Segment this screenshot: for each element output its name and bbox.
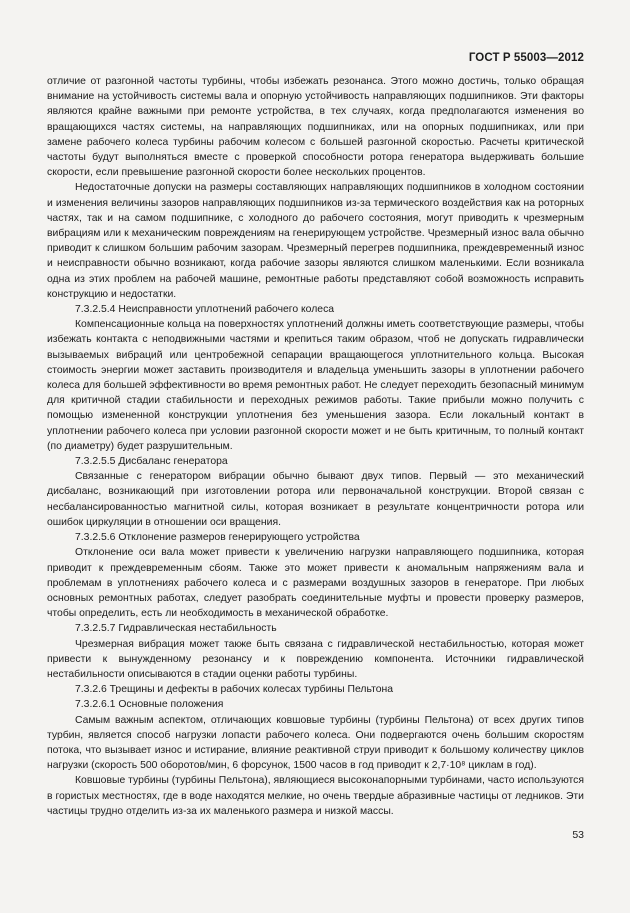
paragraph: Связанные с генератором вибрации обычно бывают двух типов. Первый — это механический дисбаланс, возникающий при изготовлении ротора или первоначальной конструкции. Второй связан с несбалансированностью магнитной силы, которая возникает в результате концентричности ротора или ошибок циркуляции в отношении оси вращения. xyxy=(47,471,584,528)
section-heading: 7.3.2.5.5 Дисбаланс генератора xyxy=(75,456,228,468)
paragraph: Недостаточные допуски на размеры составляющих направляющих подшипников в холодном состоянии и изменения величины зазоров направляющих подшипников из-за термического воздействия как на роторных частях, так и на самом подшипнике, с холодного до рабочего состояния, могут приводить к чрезмерным вибрациям или к механическим повреждениям на генерирующем устройстве. Чрезмерный износ вала обычно приводит к слишком большим рабочим зазорам. Чрезмерный перегрев подшипника, преждевременный износ и неисправности обычно возникают, когда рабочие зазоры являются слишком маленькими. Если возникала одна из этих проблем на рабочей машине, ремонтные работы представляют собой возможность исправить конструкцию и недостатки. xyxy=(47,182,584,300)
section-heading: 7.3.2.5.7 Гидравлическая нестабильность xyxy=(75,623,277,635)
section-heading: 7.3.2.6 Трещины и дефекты в рабочих колесах турбины Пельтона xyxy=(75,684,394,696)
paragraph: Самым важным аспектом, отличающих ковшовые турбины (турбины Пельтона) от всех других типов турбин, является способ нагрузки лопасти рабочего колеса. Они подвергаются очень большим скоростям потока, что вызывает износ и истирание, влияние реактивной струи приводит к большому количеству циклов нагрузки (скорость 500 оборотов/мин, 6 форсунок, 1500 часов в год приводит к 2,7·10⁸ циклам в год). xyxy=(47,714,584,772)
paragraph: Ковшовые турбины (турбины Пельтона), являющиеся высоконапорными турбинами, часто используются в гористых местностях, где в воде находятся мелкие, но очень твердые абразивные частицы от ледников. Эти частицы трудно отделить из-за их маленького размера и низкой массы. xyxy=(47,775,584,817)
paragraph-continuation: отличие от разгонной частоты турбины, чтобы избежать резонанса. Этого можно достичь, только обращая внимание на устойчивость системы вала и опорную устойчивость направляющих подшипников. Эти факторы являются крайне важными при ремонте устройства, в тех случаях, когда предполагаются изменения во вращающихся частях системы, на направляющих подшипниках, или на опорных подшипниках, или при замене рабочего колеса турбины рабочим колесом с большей разгонной скоростью. Расчеты критической частоты будут выполняться вместе с проверкой способности ротора генератора выдерживать большие скорости, если превышение разгонной скорости более нескольких процентов. xyxy=(47,76,584,179)
document-body xyxy=(47,74,584,819)
section-heading: 7.3.2.6.1 Основные положения xyxy=(75,699,224,711)
section-heading: 7.3.2.5.4 Неисправности уплотнений рабочего колеса xyxy=(75,304,335,316)
standard-header: ГОСТ Р 55003—2012 xyxy=(468,52,584,64)
section-heading: 7.3.2.5.6 Отклонение размеров генерирующего устройства xyxy=(75,532,360,544)
paragraph: Отклонение оси вала может привести к увеличению нагрузки направляющего подшипника, которая приводит к преждевременным сбоям. Также это может привести к аномальным напряжениям вала и проблемам в уплотнениях рабочего колеса и с размерами воздушных зазоров в генераторе. При любых основных ремонтных работах, следует разобрать соединительные муфты и провести проверку размеров, чтобы определить, есть ли необходимость в механической обработке. xyxy=(47,547,584,620)
paragraph: Компенсационные кольца на поверхностях уплотнений должны иметь соответствующие размеры, чтобы избежать контакта с неподвижными частями и крепиться таким образом, чтоб не допускать гидравлически вызываемых вибраций или центробежной сепарации вращающегося уплотнительного кольца. Высокая стоимость энергии может заставить производителя и владельца уменьшить зазоры в уплотнении рабочего колеса для большей эффективности во время ремонтных работ. Не следует переходить безопасный минимум для критичной стадии стабильности и переходных режимов работы. Такие прибыли можно получить с помощью измененной конструкции уплотнения без уменьшения зазора. Если локальный контакт в уплотнении рабочего колеса при условии разгонной скорости может и не быть критичным, то полный контакт (по диаметру) будет разрушительным. xyxy=(47,319,584,452)
page-number: 53 xyxy=(572,829,584,841)
paragraph: Чрезмерная вибрация может также быть связана с гидравлической нестабильностью, которая может привести к вынужденному резонансу и к повреждению компонента. Источники гидравлической нестабильности описываются в стадии оценки работы турбины. xyxy=(47,638,584,680)
